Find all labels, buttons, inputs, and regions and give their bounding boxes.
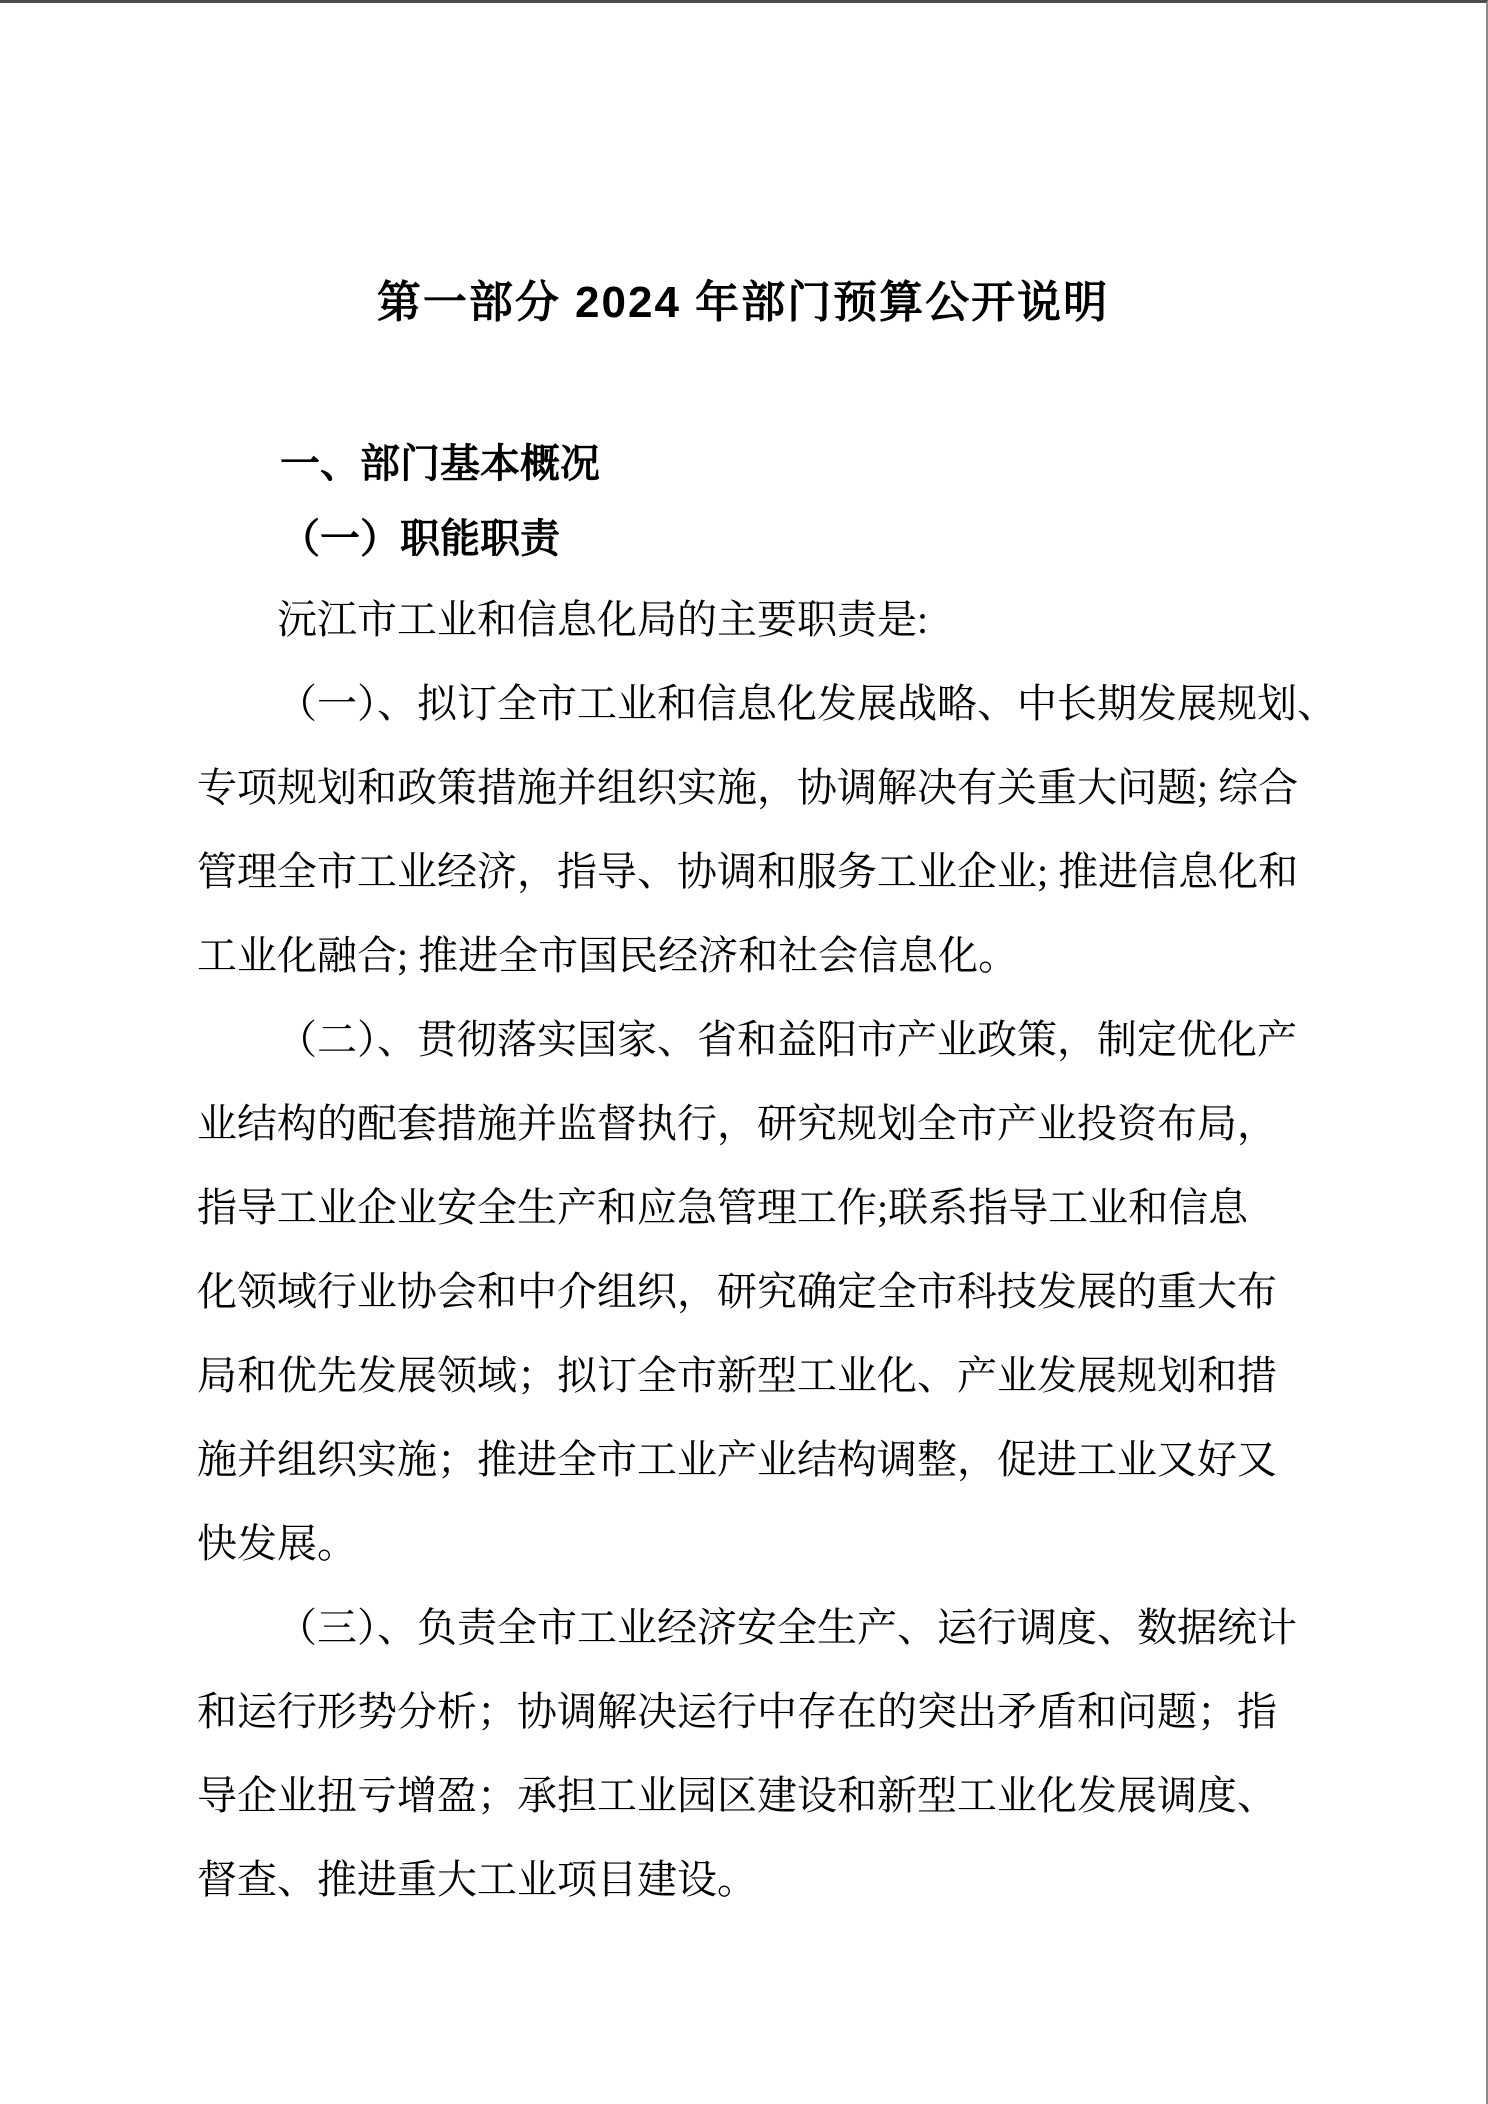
paragraph-2-line-2: 专项规划和政策措施并组织实施，协调解决有关重大问题; 综合 bbox=[197, 765, 1299, 810]
paragraph-3-line-2: 业结构的配套措施并监督执行，研究规划全市产业投资布局， bbox=[197, 1101, 1277, 1146]
paragraph-4-line-1: （三）、负责全市工业经济安全生产、运行调度、数据统计 bbox=[277, 1605, 1297, 1650]
paragraph-2-line-1: （一）、拟订全市工业和信息化发展战略、中长期发展规划、 bbox=[277, 681, 1337, 726]
paragraph-3-line-1: （二）、贯彻落实国家、省和益阳市产业政策，制定优化产 bbox=[277, 1017, 1297, 1062]
paragraph-3-line-6: 施并组织实施；推进全市工业产业结构调整，促进工业又好又 bbox=[197, 1437, 1277, 1482]
body-text bbox=[197, 578, 1357, 1922]
page-title: 第一部分 2024 年部门预算公开说明 bbox=[376, 278, 1110, 327]
paragraph-4-line-2: 和运行形势分析；协调解决运行中存在的突出矛盾和问题；指 bbox=[197, 1689, 1277, 1734]
paragraph-2-line-4: 工业化融合; 推进全市国民经济和社会信息化。 bbox=[197, 933, 1019, 978]
paragraph-4-line-3: 导企业扭亏增盈；承担工业园区建设和新型工业化发展调度、 bbox=[197, 1773, 1277, 1818]
section-heading-department-overview: 一、部门基本概况 bbox=[280, 442, 600, 486]
paragraph-3-line-3: 指导工业企业安全生产和应急管理工作;联系指导工业和信息 bbox=[197, 1185, 1249, 1230]
paragraph-3-line-7: 快发展。 bbox=[197, 1521, 357, 1566]
paragraph-2-line-3: 管理全市工业经济，指导、协调和服务工业企业; 推进信息化和 bbox=[197, 849, 1299, 894]
sub-heading-duties: （一）职能职责 bbox=[280, 517, 560, 561]
paragraph-4-line-4: 督查、推进重大工业项目建设。 bbox=[197, 1857, 757, 1902]
paragraph-3-line-4: 化领域行业协会和中介组织，研究确定全市科技发展的重大布 bbox=[197, 1269, 1277, 1314]
paragraph-1-line-1: 沅江市工业和信息化局的主要职责是: bbox=[277, 597, 929, 642]
paragraph-3-line-5: 局和优先发展领域；拟订全市新型工业化、产业发展规划和措 bbox=[197, 1353, 1277, 1398]
